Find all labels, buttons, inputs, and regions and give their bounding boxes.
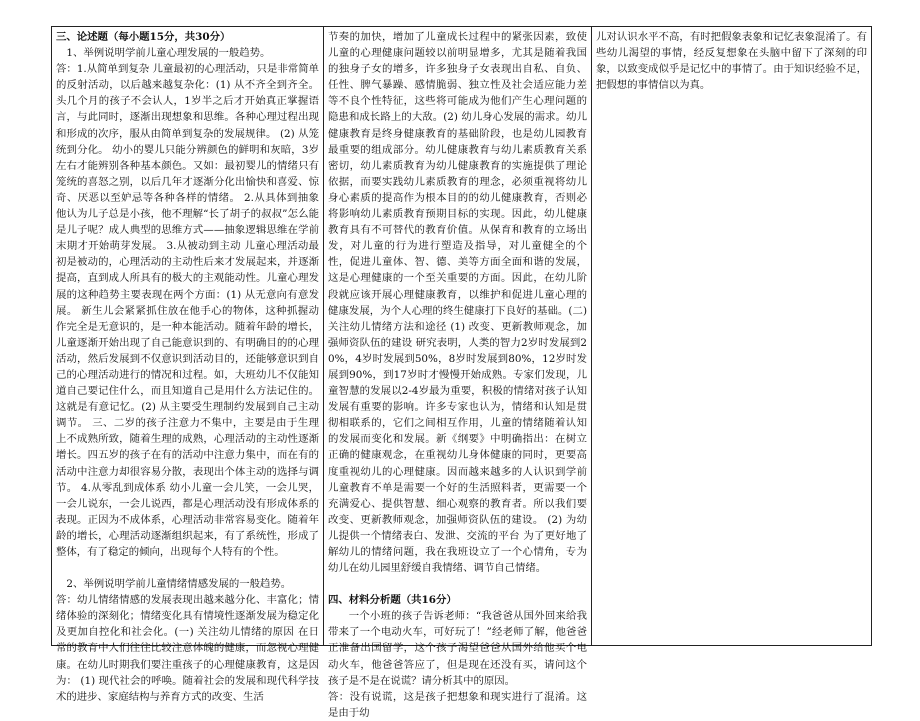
- column-right: [592, 27, 871, 645]
- column-middle: [324, 27, 592, 719]
- material-answer-continued: 儿对认识水平不高，有时把假象表象和记忆表象混淆了。有些幼儿渴望的事情，经反复想象在头脑中留下了深刻的印象，以致变成似乎是记忆中的事情了。由于知识经验不足，把假想的事情信以为真。: [596, 31, 867, 92]
- material-answer: 答：没有说谎，这是孩子把想象和现实进行了混淆。这是由于幼: [328, 690, 587, 719]
- section-heading-material: 四、材料分析题（共16分）: [328, 594, 457, 607]
- exam-sheet: [51, 26, 872, 719]
- spacer: [56, 560, 319, 576]
- section-heading-essay: 三、论述题（每小题15分，共30分）: [56, 31, 231, 43]
- question-2-answer-continued: 节奏的加快，增加了儿童成长过程中的紧张因素，致使儿童的心理健康问题较以前明显增多，尤其是随着我国的独身子女的增多，许多独身子女表现出自私、自负、任性、脾气暴躁、感情脆弱、独立性及社会适应能力差等不良个性特征，这些将可能成为他们产生心理问题的隐患和成长路上的大敌。(2) 幼儿身心发展的需求。幼儿健康教育是终身健康教育的基础阶段，也是幼儿园教育最重要的组成部分。幼儿健康教育与幼儿素质教育关系密切，幼儿素质教育为幼儿健康教育的实施提供了理论依据，而要实践幼儿素质教育的理念，必须重视将幼儿身心素质的提高作为根本目的的幼儿健康教育，否则必将影响幼儿素质教育预期目标的实现。因此，幼儿健康教育具有不可替代的教育价值。从保育和教育的立场出发，对儿童的行为进行塑造及指导，对儿童健全的个性，促进儿童体、智、德、美等方面全面和谐的发展，这是心理健康的一个至关重要的方面。因此，在幼儿阶段就应该开展心理健康教育，以维护和促进儿童心理的健康发展，为个人心理的终生健康打下良好的基础。(二) 关注幼儿情绪方法和途径 (1) 改变、更新教师观念，加强师资队伍的建设 研究表明，人类的智力2岁时发展到20%，4岁时发展到50%，8岁时发展到80%，12岁时发展到90%，到17岁时才慢慢开始成熟。专家们发现，儿童智慧的发展以2-4岁最为重要，积极的情绪对孩子认知发展有重要的影响。许多专家也认为，情绪和认知是贯彻相联系的，它们之间相互作用，儿童的情绪随着认知的发展而变化和发展。新《纲要》中明确指出：在树立正确的健康观念，在重视幼儿身体健康的同时，更要高度重视幼儿的心理健康。因而越来越多的人认识到学前儿童教育不单是需要一个好的生活照料者，更需要一个充满爱心、提供智慧、细心观察的教育者。所以我们要改变、更新教师观念，加强师资队伍的建设。 (2) 为幼儿提供一个情绪表白、发泄、交流的平台 为了更好地了解幼儿的情绪问题，我在我班设立了一个心情角，专为幼儿在幼儿园里舒缓自我情绪、调节自己情绪。: [328, 31, 587, 575]
- question-1-title: 1、举例说明学前儿童心理发展的一般趋势。: [66, 47, 271, 60]
- question-2-answer: 答：幼儿情绪情感的发展表现出越来越分化、丰富化；情绪体验的深刻化；情绪变化具有情境性逐渐发展为稳定化 及更加自控化和社会化。(一) 关注幼儿情绪的原因 在日常的教育中人们往往比较注意体魄的健康，而忽视心理健康。在幼儿时期我们要注重孩子的心理健康教育，这是因为： (1) 现代社会的呼唤。随着社会的发展和现代科学技术的进步、家庭结构与养育方式的改变、生活: [56, 594, 319, 703]
- spacer: [328, 576, 587, 592]
- material-question: 一个小班的孩子告诉老师：“我爸爸从国外回来给我带来了一个电动火车，可好玩了！”经老师了解，他爸爸正准备出国留学，这个孩子渴望爸爸从国外给他买个电动火车，他爸爸答应了，但是现在还没有买，请问这个孩子是不是在说谎？请分析其中的原因。: [328, 610, 587, 687]
- column-left: [52, 27, 324, 703]
- question-2-title: 2、举例说明学前儿童情绪情感发展的一般趋势。: [66, 578, 292, 591]
- question-1-answer: 答：1.从简单到复杂 儿童最初的心理活动，只是非常简单的反射活动，以后越来越复杂化：(1) 从不齐全到齐全。头几个月的孩子不会认人，1岁半之后才开始真正掌握语言，与此同时，逐渐出现想象和思维。各种心理过程出现和形成的次序，服从由简单到复杂的发展规律。 (2) 从笼统到分化。 幼小的婴儿只能分辨颜色的鲜明和灰暗，3岁左右才能辨别各种基本颜色。又如：最初婴儿的情绪只有笼统的喜怒之别，以后几年才逐渐分化出愉快和喜爱、惊奇、厌恶以至妒忌等各种各样的情绪。 2.从具体到抽象 他认为儿子总是小孩，他不理解“长了胡子的叔叔”怎么能是儿子呢？成人典型的思维方式——抽象逻辑思维在学前末期才开始萌芽发展。 3.从被动到主动 儿童心理活动最初是被动的，心理活动的主动性后来才发展起来，并逐渐提高，直到成人所具有的极大的主观能动性。儿童心理发展的这种趋势主要表现在两个方面：(1) 从无意向有意发展。 新生儿会紧紧抓住放在他手心的物体，这种抓握动作完全是无意识的，是一种本能活动。随着年龄的增长，儿童逐渐开始出现了自己能意识到的、有明确目的的心理活动，然后发展到不仅意识到活动目的，还能够意识到自己的心理活动进行的情况和过程。如，大班幼儿不仅能知道自己要记住什么，而且知道自己是用什么方法记住的。这就是有意记忆。(2) 从主要受生理制约发展到自己主动调节。 三、二岁的孩子注意力不集中，主要是由于生理上不成熟所致，随着生理的成熟，心理活动的主动性逐渐增长。四五岁的孩子在有的活动中注意力集中，而在有的活动中注意力却很容易分散，表现出个体主动的选择与调节。 4.从零乱到成体系 幼小儿童一会儿笑，一会儿哭，一会儿说东，一会儿说西，都是心理活动没有形成体系的表现。正因为不成体系，心理活动非常容易变化。随着年龄的增长，心理活动逐渐组织起来，有了系统性，形成了整体，有了稳定的倾向，出现每个人特有的个性。: [56, 63, 319, 558]
